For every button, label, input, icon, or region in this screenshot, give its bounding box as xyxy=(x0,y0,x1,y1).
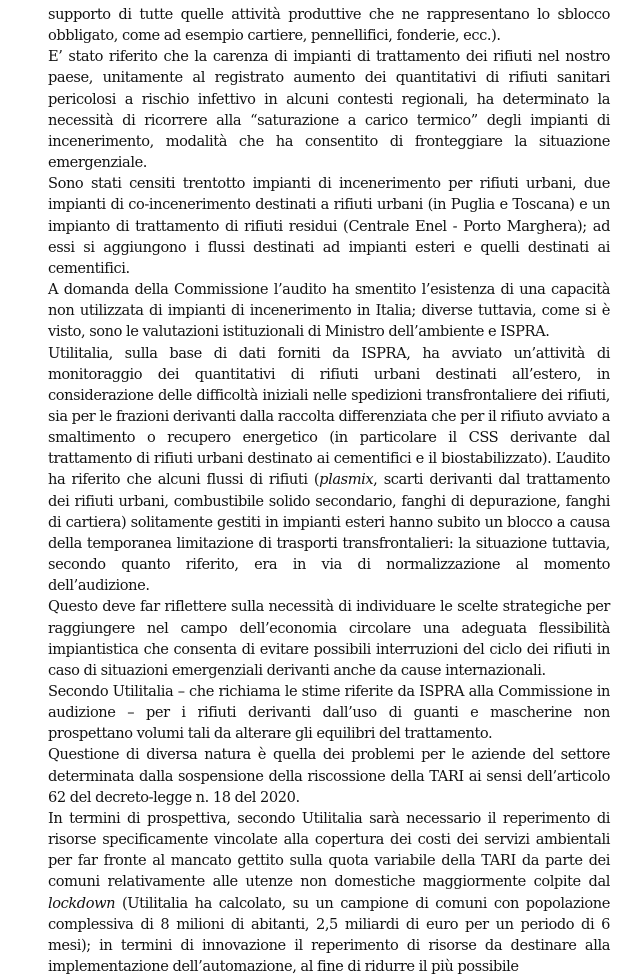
paragraph-text: (Utilitalia ha calcolato, su un campione di comuni con popolazione complessiva di 8 milioni di abitanti, 2,5 miliardi di euro per un periodo di 6 mesi); in termini di innovazione il reperimento di risorse da destinare alla implementazione dell’automazione, al fine di ridurre il più possibile xyxy=(48,894,610,976)
paragraph xyxy=(48,681,610,744)
paragraph xyxy=(48,596,610,681)
paragraph-text: Secondo Utilitalia – che richiama le stime riferite da ISPRA alla Commissione in audizione – per i rifiuti derivanti dall’uso di guanti e mascherine non prospettano volumi tali da alterare gli equilibri del trattamento. xyxy=(48,683,610,743)
paragraph-text: A domanda della Commissione l’audito ha smentito l’esistenza di una capacità non utilizzata di impianti di incenerimento in Italia; diverse tuttavia, come si è visto, sono le valutazioni istituzionali di Ministro dell’ambiente e ISPRA. xyxy=(48,281,610,341)
paragraph xyxy=(48,279,610,342)
paragraph-text: supporto di tutte quelle attività produttive che ne rappresentano lo sblocco obbligato, come ad esempio cartiere, pennellifici, fonderie, ecc.). xyxy=(48,6,610,45)
paragraph-text: E’ stato riferito che la carenza di impianti di trattamento dei rifiuti nel nostro paese, unitamente al registrato aumento dei quantitativi di rifiuti sanitari pericolosi a rischio infettivo in alcuni contesti regionali, ha determinato la necessità di ricorrere alla “saturazione a carico termico” degli impianti di incenerimento, modalità che ha consentito di fronteggiare la situazione emergenziale. xyxy=(48,48,610,172)
paragraph xyxy=(48,173,610,279)
paragraph xyxy=(48,744,610,807)
paragraph-text: Questione di diversa natura è quella dei problemi per le aziende del settore determinata dalla sospensione della riscossione della TARI ai sensi dell’articolo 62 del decreto-legge n. 18 del 2020. xyxy=(48,746,610,806)
document-body xyxy=(48,4,610,977)
paragraph-text: Sono stati censiti trentotto impianti di incenerimento per rifiuti urbani, due impianti di co-incenerimento destinati a rifiuti urbani (in Puglia e Toscana) e un impianto di trattamento di rifiuti residui (Centrale Enel - Porto Marghera); ad essi si aggiungono i flussi destinati ad impianti esteri e quelli destinati ai cementifici. xyxy=(48,175,610,277)
italic-term: lockdown xyxy=(48,894,116,912)
paragraph-text: Utilitalia, sulla base di dati forniti da ISPRA, ha avviato un’attività di monitoraggio dei quantitativi di rifiuti urbani destinati all’estero, in considerazione delle difficoltà iniziali nelle spedizioni transfrontaliere dei rifiuti, sia per le frazioni derivanti dalla raccolta differenziata che per il rifiuto avviato a smaltimento o recupero energetico (in particolare il CSS derivante dal trattamento di rifiuti urbani destinato ai cementifici e il biostabilizzato). L’audito ha riferito che alcuni flussi di rifiuti ( xyxy=(48,344,610,489)
paragraph-text: In termini di prospettiva, secondo Utilitalia sarà necessario il reperimento di risorse specificamente vincolate alla copertura dei costi dei servizi ambientali per far fronte al mancato gettito sulla quota variabile della TARI da parte dei comuni relativamente alle utenze non domestiche maggiormente colpite dal xyxy=(48,809,610,891)
italic-term: plasmix xyxy=(319,471,374,489)
paragraph xyxy=(48,46,610,173)
paragraph xyxy=(48,343,610,597)
paragraph-text: , scarti derivanti dal trattamento dei rifiuti urbani, combustibile solido secondario, fanghi di depurazione, fanghi di cartiera) solitamente gestiti in impianti esteri hanno subito un blocco a causa della temporanea limitazione di trasporti transfrontalieri: la situazione tuttavia, secondo quanto riferito, era in via di normalizzazione al momento dell’audizione. xyxy=(48,471,610,595)
paragraph xyxy=(48,808,610,977)
paragraph-text: Questo deve far riflettere sulla necessità di individuare le scelte strategiche per raggiungere nel campo dell’economia circolare una adeguata flessibilità impiantistica che consenta di evitare possibili interruzioni del ciclo dei rifiuti in caso di situazioni emergenziali derivanti anche da cause internazionali. xyxy=(48,598,610,679)
paragraph xyxy=(48,4,610,46)
document-page xyxy=(48,4,610,977)
